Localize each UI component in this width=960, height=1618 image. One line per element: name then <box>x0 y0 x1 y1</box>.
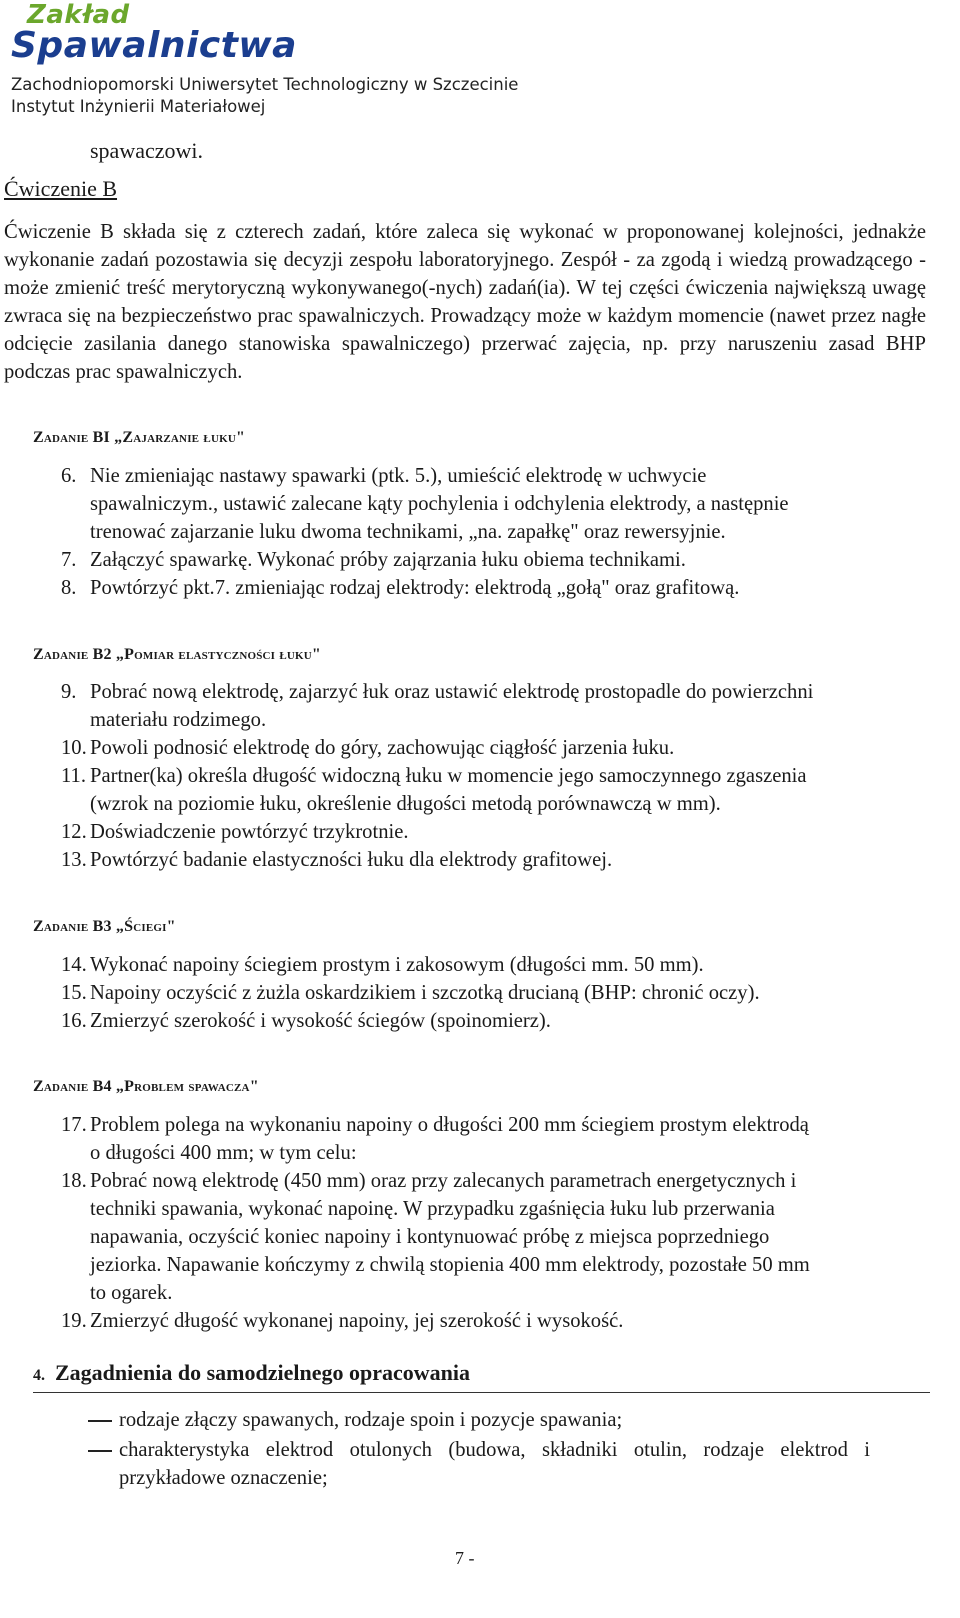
list-item <box>0 1406 870 1434</box>
list-item <box>0 1111 820 1167</box>
task-heading-b1: Zadanie BI „Zajarzanie łuku" <box>33 429 246 446</box>
item-number: 19. <box>61 1310 87 1332</box>
item-number: 9. <box>61 681 77 703</box>
item-number: 12. <box>61 821 87 843</box>
item-number: 6. <box>61 465 77 487</box>
previous-page-fragment: spawaczowi. <box>90 138 204 163</box>
item-number: 18. <box>61 1170 87 1192</box>
task-list-b2 <box>0 678 820 874</box>
logo-line1: Zakład <box>27 0 130 30</box>
task-list-b3 <box>0 951 820 1035</box>
list-item <box>0 462 820 546</box>
item-number: 8. <box>61 577 77 599</box>
list-item <box>0 734 820 762</box>
item-text: Doświadczenie powtórzyć trzykrotnie. <box>90 821 409 843</box>
item-number: 15. <box>61 982 87 1004</box>
topics-list <box>0 1406 870 1494</box>
section-heading-text: Zagadnienia do samodzielnego opracowania <box>55 1360 470 1385</box>
logo <box>11 0 297 66</box>
university-name: Zachodniopomorski Uniwersytet Technologiczny w Szczecinie <box>11 75 519 94</box>
item-text: Powtórzyć pkt.7. zmieniając rodzaj elektrody: elektrodą „gołą" oraz grafitową. <box>90 577 740 599</box>
task-heading-b4: Zadanie B4 „Problem spawacza" <box>33 1078 259 1095</box>
item-number: 14. <box>61 954 87 976</box>
list-item <box>0 951 820 979</box>
list-item <box>0 678 820 734</box>
list-item <box>0 1007 820 1035</box>
list-item <box>0 979 820 1007</box>
task-heading-b3: Zadanie B3 „Ściegi" <box>33 918 176 935</box>
item-number: 11. <box>61 765 86 787</box>
list-item <box>0 1436 870 1492</box>
section-number: 4. <box>33 1367 45 1384</box>
item-text: Zmierzyć szerokość i wysokość ściegów (spoinomierz). <box>90 1010 551 1032</box>
item-number: 7. <box>61 549 77 571</box>
list-item <box>0 574 820 602</box>
dash-bullet <box>88 1450 112 1452</box>
list-item <box>0 846 820 874</box>
item-text: charakterystyka elektrod otulonych (budowa, składniki otulin, rodzaje elektrod i przykładowe oznaczenie; <box>119 1439 870 1489</box>
dash-bullet <box>88 1420 112 1422</box>
list-item <box>0 762 820 818</box>
item-text: rodzaje złączy spawanych, rodzaje spoin i pozycje spawania; <box>119 1409 623 1431</box>
item-text: Pobrać nową elektrodę (450 mm) oraz przy zalecanych parametrach energetycznych i techniki spawania, wykonać napoinę. W przypadku zgaśnięcia łuku lub przerwania napawania, oczyścić koniec napoiny i kontynuować próbę z miejsca poprzedniego jeziorka. Napawanie kończymy z chwilą stopienia 400 mm elektrody, pozostałe 50 mm to ogarek. <box>90 1170 810 1304</box>
task-list-b4 <box>0 1111 820 1335</box>
task-list-b1 <box>0 462 820 602</box>
item-text: Powoli podnosić elektrodę do góry, zachowując ciągłość jarzenia łuku. <box>90 737 675 759</box>
list-item <box>0 1307 820 1335</box>
logo-line2: Spawalnictwa <box>11 25 297 66</box>
item-text: Powtórzyć badanie elastyczności łuku dla elektrody grafitowej. <box>90 849 613 871</box>
item-text: Problem polega na wykonaniu napoiny o długości 200 mm ściegiem prostym elektrodą o długości 400 mm; w tym celu: <box>90 1114 809 1164</box>
item-text: Zmierzyć długość wykonanej napoiny, jej szerokość i wysokość. <box>90 1310 624 1332</box>
list-item <box>0 1167 820 1307</box>
page-number: 7 - <box>455 1548 475 1568</box>
section-title: Ćwiczenie B <box>4 176 118 201</box>
item-number: 10. <box>61 737 87 759</box>
item-number: 17. <box>61 1114 87 1136</box>
list-item <box>0 546 820 574</box>
section-heading <box>33 1359 930 1393</box>
intro-paragraph: Ćwiczenie B składa się z czterech zadań, które zaleca się wykonać w proponowanej kolejności, jednakże wykonanie zadań pozostawia się decyzji zespołu laboratoryjnego. Zespół - za zgodą i wiedzą prowadzącego - może zmienić treść merytoryczną wykonywanego(-nych) zadań(ia). W tej części ćwiczenia największą uwagę zwraca się na bezpieczeństwo prac spawalniczych. Prowadzący może w każdym momencie (nawet przez nagłe odcięcie zasilania danego stanowiska spawalniczego) przerwać zajęcia, np. przy naruszeniu zasad BHP podczas prac spawalniczych. <box>4 221 926 383</box>
task-heading-b2: Zadanie B2 „Pomiar elastyczności łuku" <box>33 646 322 663</box>
item-number: 16. <box>61 1010 87 1032</box>
item-text: Nie zmieniając nastawy spawarki (ptk. 5.), umieścić elektrodę w uchwycie spawalniczym., ustawić zalecane kąty pochylenia i odchylenia elektrody, a następnie trenować zajarzanie luku dwoma technikami, „na. zapałkę" oraz rewersyjnie. <box>90 465 789 543</box>
item-text: Partner(ka) określa długość widoczną łuku w momencie jego samoczynnego zgaszenia (wzrok na poziomie łuku, określenie długości metodą porównawczą w mm). <box>90 765 807 815</box>
list-item <box>0 818 820 846</box>
item-text: Pobrać nową elektrodę, zajarzyć łuk oraz ustawić elektrodę prostopadle do powierzchni materiału rodzimego. <box>90 681 814 731</box>
institute-name: Instytut Inżynierii Materiałowej <box>11 97 266 116</box>
item-number: 13. <box>61 849 87 871</box>
item-text: Załączyć spawarkę. Wykonać próby zająrzania łuku obiema technikami. <box>90 549 686 571</box>
item-text: Wykonać napoiny ściegiem prostym i zakosowym (długości mm. 50 mm). <box>90 954 704 976</box>
institution-header <box>11 74 518 118</box>
item-text: Napoiny oczyścić z żużla oskardzikiem i szczotką drucianą (BHP: chronić oczy). <box>90 982 760 1004</box>
